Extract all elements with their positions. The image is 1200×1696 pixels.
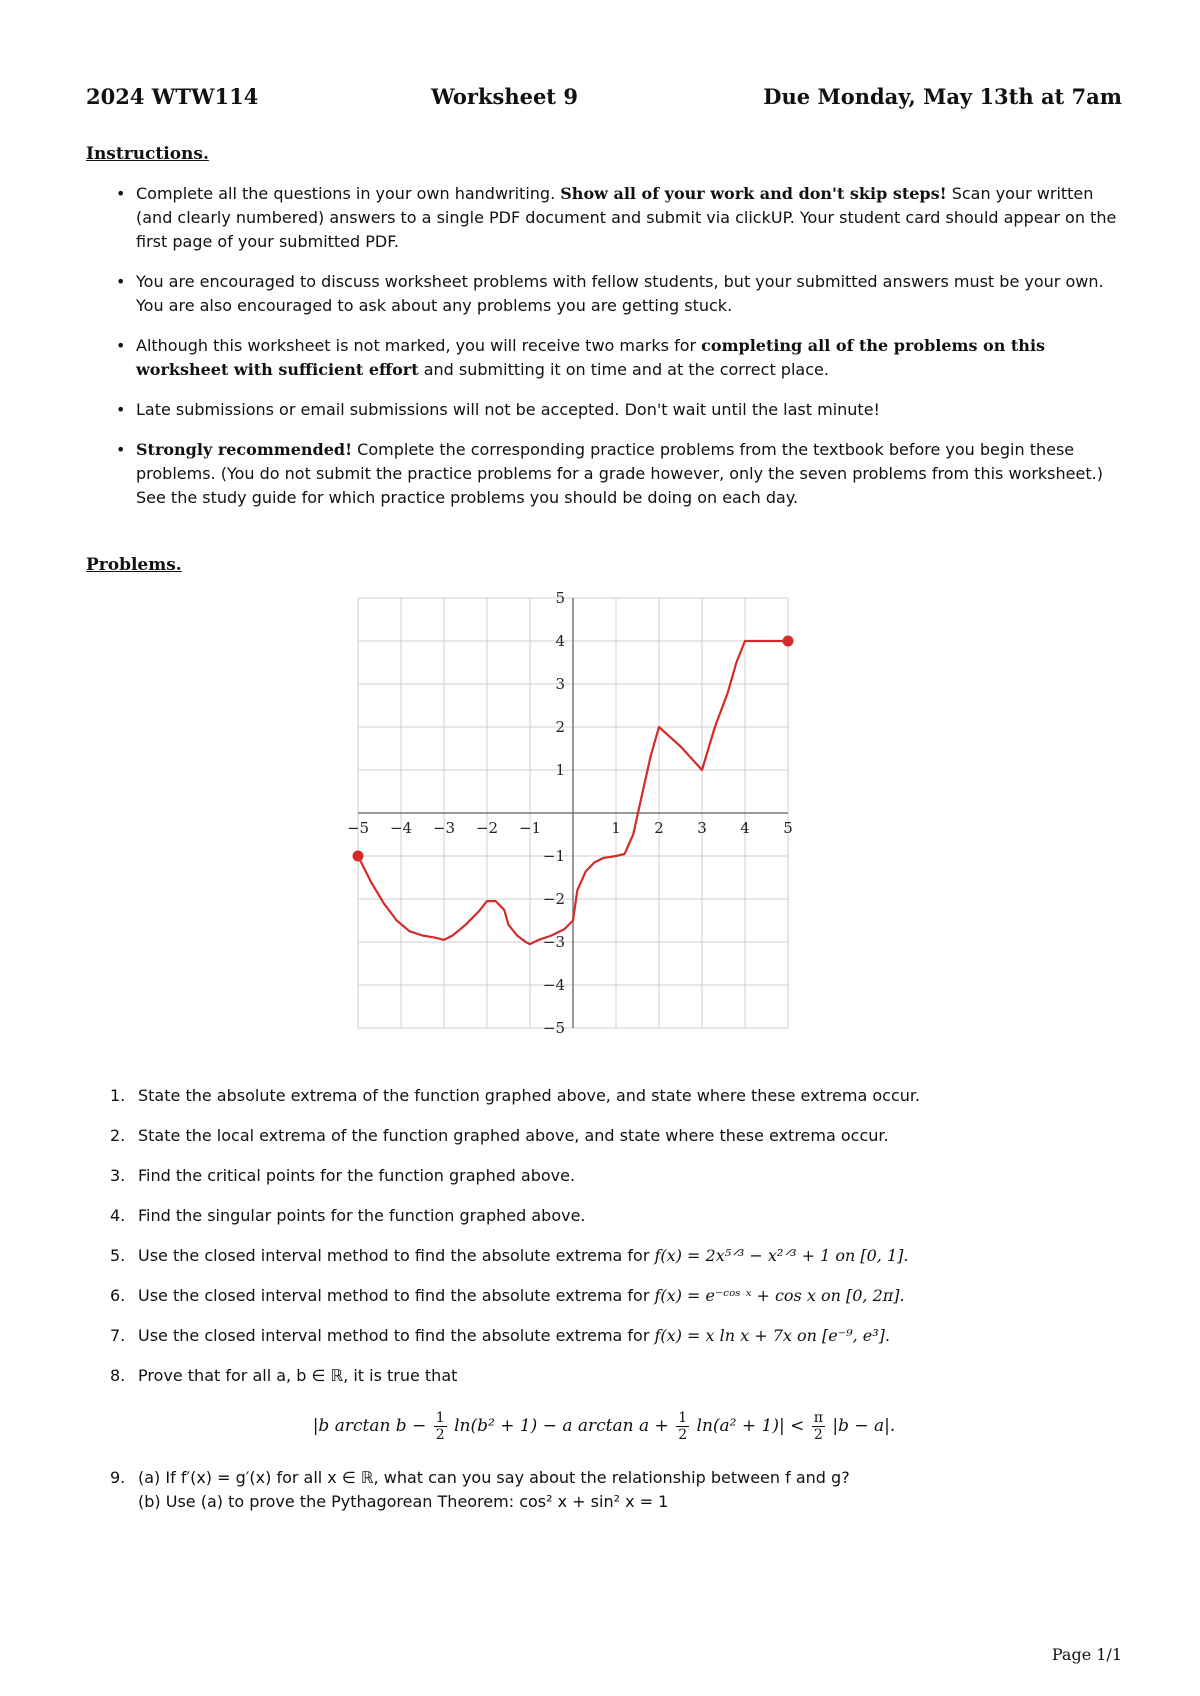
- fraction: $\frac{1}{2}$: [435, 1410, 445, 1443]
- y-tick-label: −3: [542, 933, 565, 951]
- worksheet-title: Worksheet 9: [431, 84, 578, 109]
- instruction-item: • You are encouraged to discuss worksheet problems with fellow students, but your submitted answers must be your own. You are also encouraged to ask about any problems you are getting stuck.: [86, 270, 1122, 318]
- y-tick-label: 5: [555, 589, 565, 607]
- x-tick-label: −4: [389, 819, 413, 837]
- x-tick-label: 3: [697, 819, 707, 837]
- x-tick-label: −2: [475, 819, 499, 837]
- instruction-item: • Late submissions or email submissions will not be accepted. Don't wait until the last minute!: [86, 398, 1122, 422]
- y-tick-label: 1: [555, 761, 565, 779]
- x-tick-label: 1: [611, 819, 621, 837]
- fraction: $\frac{1}{2}$: [678, 1410, 688, 1443]
- endpoint-dot: [783, 636, 794, 647]
- instructions-list: [86, 182, 1122, 526]
- problems-heading: Problems.: [86, 555, 182, 575]
- instruction-item: • Although this worksheet is not marked, you will receive two marks for completing all of the problems on this worksheet with sufficient effort and submitting it on time and at the correct place.: [86, 334, 1122, 382]
- endpoint-dot: [353, 851, 364, 862]
- function-graph: [328, 588, 888, 1048]
- problem-item: 1. State the absolute extrema of the function graphed above, and state where these extrema occur.: [110, 1086, 921, 1105]
- x-tick-label: −3: [432, 819, 456, 837]
- problem-item: 9. (a) If f′(x) = g′(x) for all x ∈ ℝ, what can you say about the relationship between f and g? (b) Use (a) to prove the Pythagorean Theorem: cos² x + sin² x = 1: [110, 1468, 850, 1511]
- fraction: $\frac{\pi}{2}$: [813, 1410, 823, 1443]
- y-tick-label: −2: [542, 890, 565, 908]
- inequality-display: |b arctan b − $\frac{1}{2}$ ln(b² + 1) − a arctan a + $\frac{1}{2}$ ln(a² + 1)| < $\frac{\pi}{2}$ |b − a|.: [312, 1410, 896, 1443]
- problem-item: 2. State the local extrema of the function graphed above, and state where these extrema occur.: [110, 1126, 889, 1145]
- page-number: Page 1/1: [1051, 1645, 1122, 1664]
- problem-item: 3. Find the critical points for the function graphed above.: [110, 1166, 576, 1185]
- problem-item: 8. Prove that for all a, b ∈ ℝ, it is true that |b arctan b − $\frac{1}{2}$ ln(b² + 1) − a arctan a + $\frac{1}{2}$ ln(a² + 1)| < $\frac{\pi}{2}$ |b − a|.: [86, 1364, 1122, 1450]
- y-tick-label: 2: [555, 718, 565, 736]
- instruction-item: • Strongly recommended! Complete the corresponding practice problems from the textbook before you begin these problems. (You do not submit the practice problems for a grade however, only the seven problems from this worksheet.) See the study guide for which practice problems you should be doing on each day.: [86, 438, 1122, 510]
- y-tick-label: −4: [542, 976, 565, 994]
- y-tick-label: −1: [542, 847, 565, 865]
- x-tick-label: 4: [740, 819, 750, 837]
- instruction-item: • Complete all the questions in your own handwriting. Show all of your work and don't skip steps! Scan your written (and clearly numbered) answers to a single PDF document and submit via clickUP. Your student card should appear on the first page of your submitted PDF.: [86, 182, 1122, 254]
- y-tick-label: 4: [555, 632, 565, 650]
- x-tick-label: −1: [518, 819, 542, 837]
- problem-item: 6. Use the closed interval method to find the absolute extrema for f(x) = e⁻ᶜᵒˢ ˣ + cos x on [0, 2π].: [110, 1286, 905, 1305]
- x-tick-label: 5: [783, 819, 793, 837]
- y-tick-label: −5: [542, 1019, 565, 1037]
- y-tick-label: 3: [555, 675, 565, 693]
- course-code: 2024 WTW114: [86, 84, 259, 109]
- x-tick-label: −5: [346, 819, 370, 837]
- problem-item: 5. Use the closed interval method to find the absolute extrema for f(x) = 2x⁵ᐟ³ − x²ᐟ³ + 1 on [0, 1].: [110, 1246, 909, 1265]
- problems-list: [86, 1084, 1122, 1530]
- x-tick-label: 2: [654, 819, 664, 837]
- page-header: [86, 84, 1122, 114]
- problem-item: 7. Use the closed interval method to find the absolute extrema for f(x) = x ln x + 7x on [e⁻⁹, e³].: [110, 1326, 890, 1345]
- instructions-heading: Instructions.: [86, 144, 209, 164]
- problem-item: 4. Find the singular points for the function graphed above.: [110, 1206, 586, 1225]
- due-date: Due Monday, May 13th at 7am: [763, 84, 1122, 109]
